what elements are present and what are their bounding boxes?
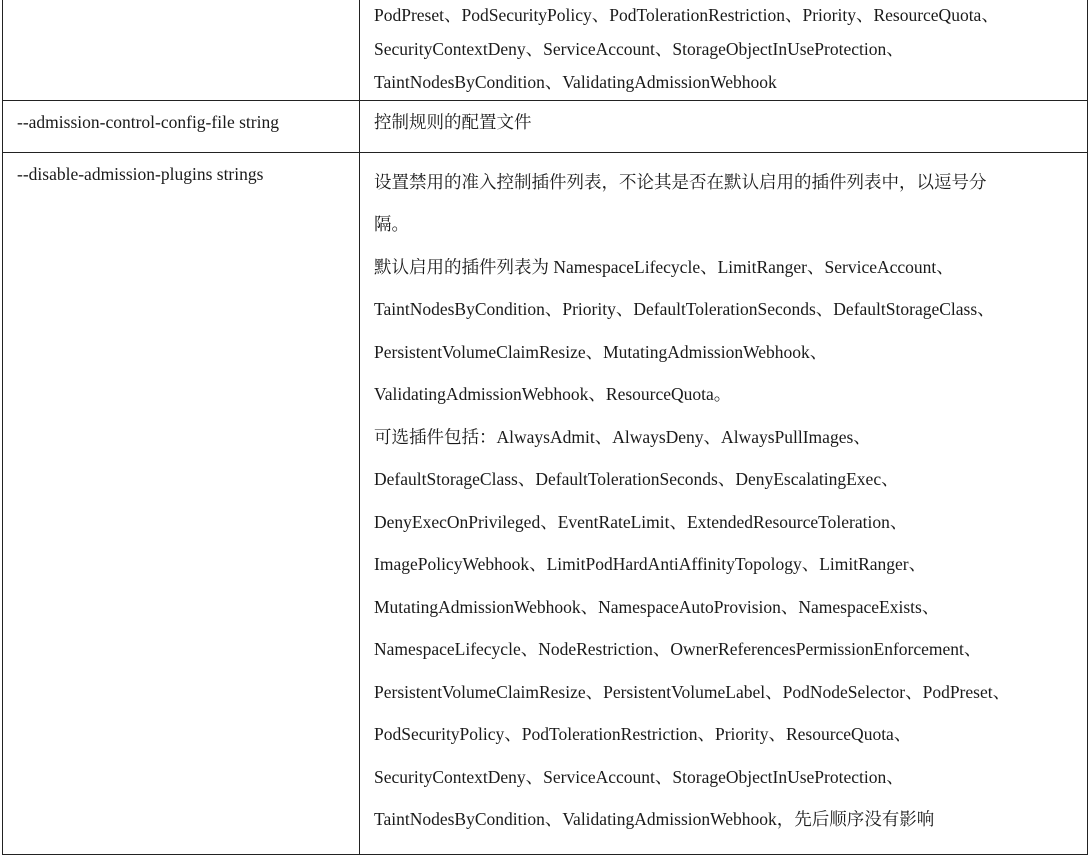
param-cell [3,0,360,100]
table-row [3,100,1088,152]
table-row [3,0,1088,100]
description-line: DenyExecOnPrivileged、EventRateLimit、ExtendedResourceToleration、 [374,511,908,532]
description-line: TaintNodesByCondition、ValidatingAdmissionWebhook [374,72,777,92]
description-line: ImagePolicyWebhook、LimitPodHardAntiAffinityTopology、LimitRanger、 [374,554,927,574]
description-line: 可选插件包括：AlwaysAdmit、AlwaysDeny、AlwaysPullImages、 [374,426,871,447]
description-line: PodPreset、PodSecurityPolicy、PodTolerationRestriction、Priority、ResourceQuota、 [374,5,999,25]
description-line: SecurityContextDeny、ServiceAccount、StorageObjectInUseProtection、 [374,766,904,787]
description-line: PodSecurityPolicy、PodTolerationRestriction、Priority、ResourceQuota、 [374,724,912,744]
description-line: 隔。 [374,214,409,234]
parameter-table [2,0,1088,855]
description-line: SecurityContextDeny、ServiceAccount、StorageObjectInUseProtection、 [374,38,904,59]
description-line: PersistentVolumeClaimResize、PersistentVolumeLabel、PodNodeSelector、PodPreset、 [374,681,1011,702]
description-line: DefaultStorageClass、DefaultTolerationSeconds、DenyEscalatingExec、 [374,469,899,489]
description-line: 设置禁用的准入控制插件列表，不论其是否在默认启用的插件列表中，以逗号分 [374,171,987,192]
description-line: TaintNodesByCondition、ValidatingAdmissionWebhook，先后顺序没有影响 [374,809,935,829]
description-line: ValidatingAdmissionWebhook、ResourceQuota。 [374,384,732,404]
description-cell [360,100,1088,152]
description-cell [360,152,1088,854]
description-line: TaintNodesByCondition、Priority、DefaultTolerationSeconds、DefaultStorageClass、 [374,299,995,319]
description-line: PersistentVolumeClaimResize、MutatingAdmissionWebhook、 [374,341,828,362]
description-line: 控制规则的配置文件 [374,111,532,132]
description-line: NamespaceLifecycle、NodeRestriction、OwnerReferencesPermissionEnforcement、 [374,639,982,659]
table-row [3,152,1088,854]
description-cell [360,0,1088,100]
description-line: 默认启用的插件列表为 NamespaceLifecycle、LimitRanger、ServiceAccount、 [374,256,954,277]
param-cell: --disable-admission-plugins strings [3,152,360,854]
description-line: MutatingAdmissionWebhook、NamespaceAutoProvision、NamespaceExists、 [374,596,940,617]
param-cell: --admission-control-config-file string [3,100,360,152]
